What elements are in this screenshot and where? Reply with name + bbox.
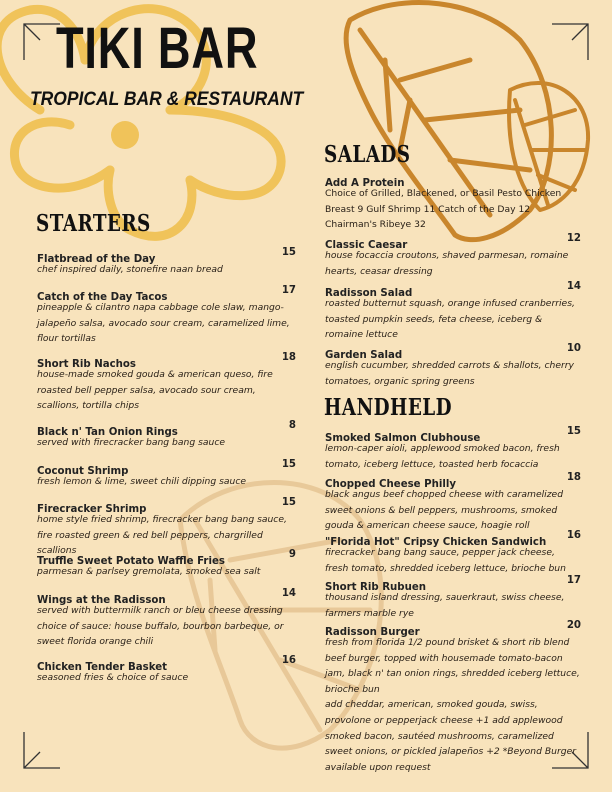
item-price: 10 xyxy=(566,343,581,354)
item-price: 9 xyxy=(288,549,296,560)
item-name: Add A Protein xyxy=(325,178,405,189)
item-name: Classic Caesar xyxy=(325,240,408,251)
item-description: house-made smoked gouda & american queso, fire roasted bell pepper salsa, avocado sour cream, scallions, tortilla chips xyxy=(37,369,273,412)
item-price: 17 xyxy=(566,575,581,586)
item-description: firecracker bang bang sauce, pepper jack cheese, fresh tomato, shredded iceberg lettuce, brioche bun xyxy=(325,547,566,574)
item-name: Flatbread of the Day xyxy=(37,254,156,265)
item-description: seasoned fries & choice of sauce xyxy=(37,672,189,683)
restaurant-title: TIKI BAR xyxy=(56,16,259,81)
section-heading-handheld: HANDHELD xyxy=(324,394,452,421)
item-description: chef inspired daily, stonefire naan bread xyxy=(37,264,223,275)
item-name: Black n' Tan Onion Rings xyxy=(37,427,178,438)
item-price: 15 xyxy=(281,459,296,470)
item-price: 15 xyxy=(281,497,296,508)
item-name: Radisson Salad xyxy=(325,288,413,299)
item-description: parmesan & parlsey gremolata, smoked sea salt xyxy=(37,566,261,577)
item-price: 14 xyxy=(281,588,296,599)
item-description: served with buttermilk ranch or bleu cheese dressing choice of sauce: house buffalo, bourbon barbeque, or sweet florida orange chili xyxy=(37,605,284,648)
item-price: 18 xyxy=(281,352,296,363)
item-name: Coconut Shrimp xyxy=(37,466,129,477)
item-price: 15 xyxy=(281,247,296,258)
section-heading-salads: SALADS xyxy=(324,141,411,168)
item-description: black angus beef chopped cheese with caramelized sweet onions & bell peppers, mushrooms, smoked gouda & american cheese sauce, hoagie roll xyxy=(325,489,564,532)
item-price: 15 xyxy=(566,426,581,437)
menu-item xyxy=(37,352,299,414)
restaurant-subtitle: TROPICAL BAR & RESTAURANT xyxy=(30,89,304,110)
item-price: 12 xyxy=(566,233,581,244)
item-name: "Florida Hot" Cripsy Chicken Sandwich xyxy=(325,537,547,548)
item-name: Radisson Burger xyxy=(325,627,420,638)
menu-item xyxy=(325,575,581,621)
menu-item xyxy=(325,472,581,534)
item-name: Smoked Salmon Clubhouse xyxy=(325,433,481,444)
item-name: Wings at the Radisson xyxy=(37,595,166,606)
item-description: home style fried shrimp, firecracker bang bang sauce, fire roasted green & red bell peppers, chargrilled scallions xyxy=(37,514,287,557)
item-description: thousand island dressing, sauerkraut, swiss cheese, farmers marble rye xyxy=(325,592,565,619)
menu-item xyxy=(37,588,299,650)
item-name: Short Rib Nachos xyxy=(37,359,136,370)
menu-item xyxy=(37,549,299,580)
menu-item xyxy=(325,620,581,775)
item-name: Chicken Tender Basket xyxy=(37,662,167,673)
item-name: Chopped Cheese Philly xyxy=(325,479,456,490)
item-price: 17 xyxy=(281,285,296,296)
item-name: Short Rib Rubuen xyxy=(325,582,427,593)
item-price: 18 xyxy=(566,472,581,483)
section-heading-starters: STARTERS xyxy=(36,210,151,237)
corner-ornament-bottom-left xyxy=(22,730,62,770)
item-price: 8 xyxy=(288,420,296,431)
item-price: 16 xyxy=(566,530,581,541)
menu-item xyxy=(37,655,299,686)
item-description: fresh from florida 1/2 pound brisket & short rib blend beef burger, topped with housemade tomato-bacon jam, black n' tan onion rings, shredded iceberg lettuce, brioche bun xyxy=(325,637,580,695)
item-name: Catch of the Day Tacos xyxy=(37,292,168,303)
menu-item xyxy=(325,426,581,472)
menu-item xyxy=(37,247,299,278)
item-price: 14 xyxy=(566,281,581,292)
menu-item xyxy=(325,171,581,233)
item-description: lemon-caper aioli, applewood smoked bacon, fresh tomato, iceberg lettuce, toasted herb focaccia xyxy=(325,443,560,470)
item-name: Truffle Sweet Potato Waffle Fries xyxy=(37,556,225,567)
item-description: Choice of Grilled, Blackened, or Basil Pesto Chicken Breast 9 Gulf Shrimp 11 Catch of the Day 12 Chairman's Ribeye 32 xyxy=(325,188,562,231)
item-add-ons: add cheddar, american, smoked gouda, swiss, provolone or pepperjack cheese +1 add applewood smoked bacon, sautéed mushrooms, caramelized sweet onions, or pickled jalapeños +2 *Beyond Burger available upon request xyxy=(325,699,577,773)
item-description: house focaccia croutons, shaved parmesan, romaine hearts, ceasar dressing xyxy=(325,250,569,277)
item-description: pineapple & cilantro napa cabbage cole slaw, mango-jalapeño salsa, avocado sour cream, caramelized lime, flour tortillas xyxy=(37,302,290,345)
menu-item xyxy=(325,343,581,389)
menu-item xyxy=(37,285,299,347)
corner-ornament-top-right xyxy=(550,22,590,62)
item-description: served with firecracker bang bang sauce xyxy=(37,437,226,448)
item-price: 20 xyxy=(566,620,581,631)
menu-item xyxy=(37,420,299,451)
menu-item xyxy=(325,281,581,343)
menu-item xyxy=(325,233,581,279)
item-description: roasted butternut squash, orange infused cranberries, toasted pumpkin seeds, feta cheese, iceberg & romaine lettuce xyxy=(325,298,575,341)
item-name: Firecracker Shrimp xyxy=(37,504,147,515)
menu-item xyxy=(37,459,299,490)
item-description: english cucumber, shredded carrots & shallots, cherry tomatoes, organic spring greens xyxy=(325,360,574,387)
item-description: fresh lemon & lime, sweet chili dipping sauce xyxy=(37,476,247,487)
item-name: Garden Salad xyxy=(325,350,403,361)
menu-item xyxy=(325,530,581,576)
item-price: 16 xyxy=(281,655,296,666)
